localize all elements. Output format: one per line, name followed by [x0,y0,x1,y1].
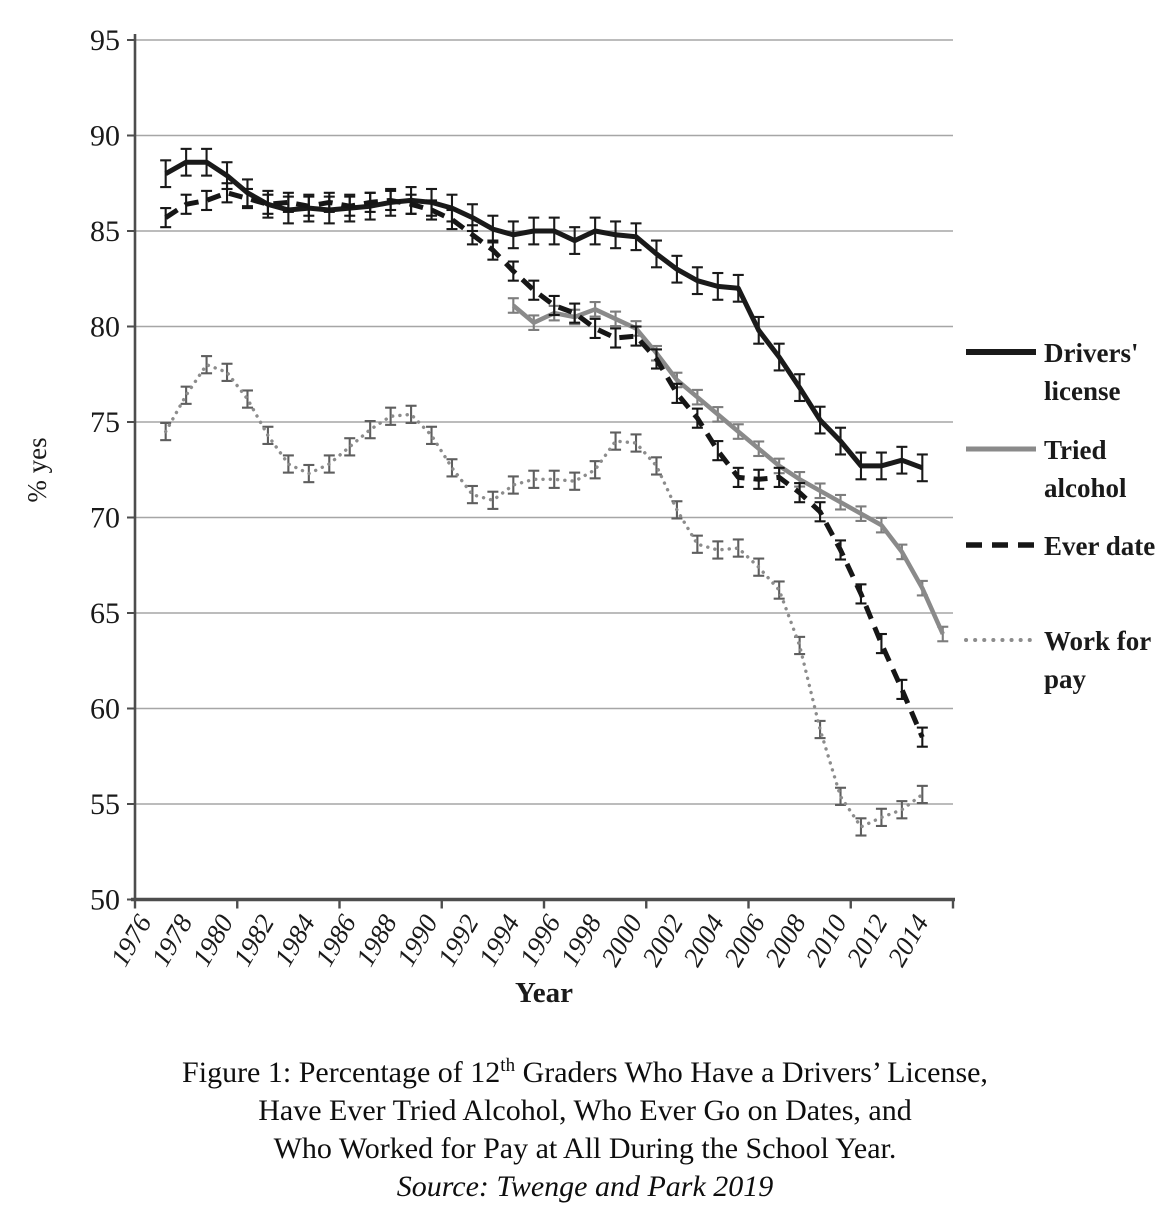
legend-label-tried-alcohol-1: alcohol [1044,473,1127,503]
svg-text:1992: 1992 [431,909,485,972]
svg-text:1980: 1980 [186,909,240,972]
svg-text:95: 95 [90,24,120,57]
figure-caption [0,1054,1170,1206]
svg-text:2000: 2000 [595,909,649,972]
svg-text:90: 90 [90,119,120,153]
svg-text:2008: 2008 [758,909,812,972]
svg-text:1978: 1978 [145,909,199,972]
svg-text:1998: 1998 [554,909,608,972]
svg-text:1988: 1988 [349,909,403,972]
svg-text:2012: 2012 [840,909,894,972]
y-axis-labels [90,24,120,917]
svg-text:1986: 1986 [308,909,362,972]
svg-text:1996: 1996 [513,909,567,972]
caption-line-3: Who Worked for Pay at All During the School Year. [273,1132,897,1165]
svg-text:70: 70 [90,501,120,535]
svg-text:85: 85 [90,215,120,248]
legend-label-drivers-license-1: license [1044,376,1121,406]
y-axis-title: % yes [22,437,52,503]
legend-label-drivers-license-0: Drivers' [1044,338,1139,368]
legend-entry-work-for-pay [966,626,1151,694]
svg-text:65: 65 [90,597,120,630]
svg-text:2004: 2004 [677,909,731,972]
svg-text:80: 80 [90,310,120,344]
x-axis-labels [104,909,934,971]
svg-text:60: 60 [90,692,120,726]
axes [127,34,955,909]
legend-label-work-for-pay-0: Work for [1044,626,1152,656]
svg-text:1994: 1994 [472,909,526,972]
series-work-for-pay [160,356,928,835]
legend-label-tried-alcohol-0: Tried [1044,435,1107,465]
error-bars-work-for-pay [160,356,928,835]
svg-text:1984: 1984 [268,909,322,972]
line-tried-alcohol [513,306,943,635]
legend-entry-tried-alcohol [966,435,1127,503]
caption-line-1: Figure 1: Percentage of 12th Graders Who Have a Drivers’ License, [182,1055,988,1089]
legend-label-ever-date-0: Ever date [1044,531,1156,561]
svg-text:1976: 1976 [104,909,158,972]
legend-entry-drivers-license [966,338,1138,406]
error-bars-drivers-license [160,149,928,481]
legend-label-work-for-pay-1: pay [1044,664,1087,694]
error-bars-ever-date [160,183,928,746]
gridlines [134,40,953,900]
series-drivers-license [160,149,928,481]
caption-line-2: Have Ever Tried Alcohol, Who Ever Go on Dates, and [258,1094,912,1127]
caption-source: Source: Twenge and Park 2019 [396,1170,774,1203]
series-ever-date [160,183,928,746]
svg-text:2006: 2006 [717,909,771,972]
svg-text:75: 75 [90,406,120,439]
svg-text:1990: 1990 [390,909,444,972]
legend [966,338,1155,694]
svg-text:2002: 2002 [636,909,690,972]
svg-text:50: 50 [90,883,120,917]
legend-entry-ever-date [966,531,1155,561]
svg-text:2014: 2014 [881,909,935,972]
line-work-for-pay [166,365,923,827]
x-axis-title: Year [515,977,573,1009]
svg-text:55: 55 [90,788,120,821]
caption-superscript: th [500,1055,516,1076]
svg-text:1982: 1982 [227,909,281,972]
svg-text:2010: 2010 [799,909,853,972]
line-ever-date [166,193,923,737]
